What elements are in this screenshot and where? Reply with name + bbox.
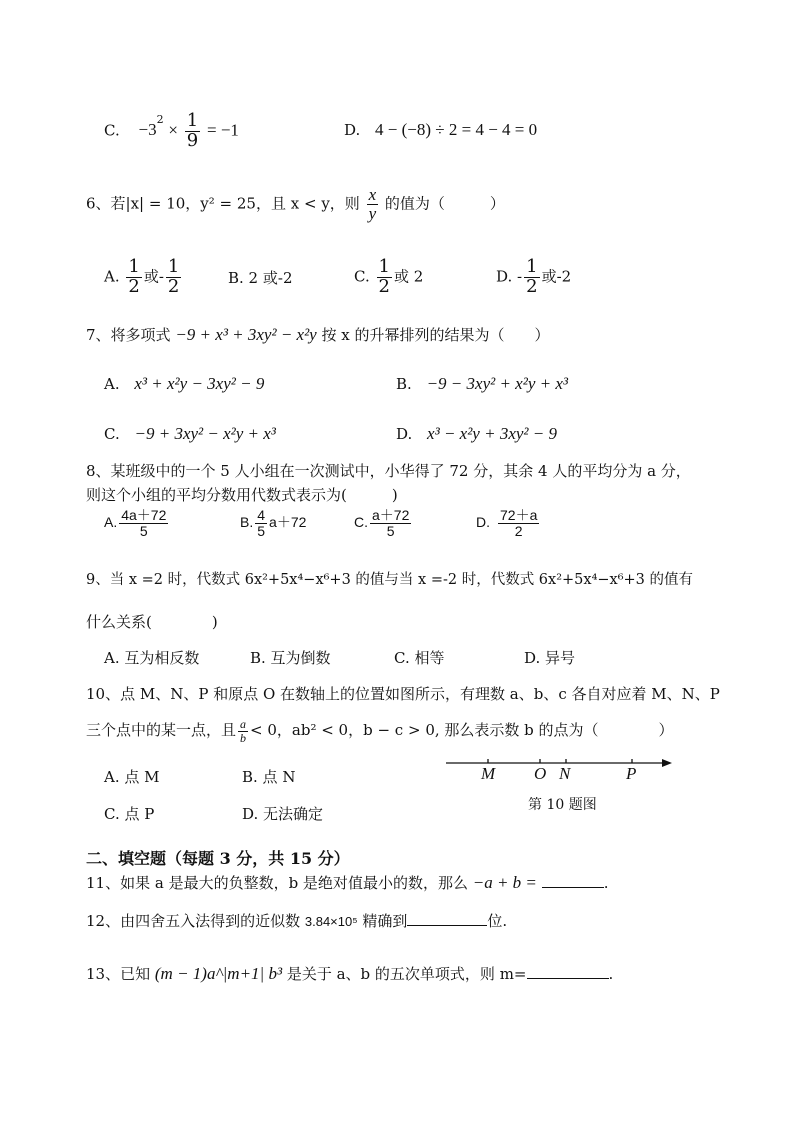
option-text: 或 2 <box>393 267 424 286</box>
fraction <box>370 508 411 538</box>
q9-option-a[interactable]: A. 互为相反数 <box>104 649 200 667</box>
frac-num: 4a＋72 <box>121 507 167 523</box>
answer-blank[interactable] <box>527 964 609 979</box>
question-text: 11、如果 a 是最大的负整数，b 是绝对值最小的数，那么 <box>86 874 468 892</box>
frac-den: 2 <box>128 275 140 297</box>
question-text: . <box>608 965 614 983</box>
q6-option-c[interactable] <box>354 258 423 297</box>
frac-num: a＋72 <box>372 507 410 523</box>
math-expr: x³ + x²y − 3xy² − 9 <box>134 374 265 393</box>
question-text: 的值为（ ） <box>384 194 505 213</box>
frac-den: 2 <box>167 275 180 297</box>
frac-num: 1 <box>186 110 199 131</box>
frac-den: 2 <box>378 275 390 297</box>
q6-stem <box>86 186 505 223</box>
frac-num: 1 <box>128 256 140 277</box>
q13 <box>86 963 613 984</box>
frac-den: y <box>368 203 377 223</box>
q8-stem-line1: 8、某班级中的一个 5 人小组在一次测试中，小华得了 72 分，其余 4 人的平均分为 a 分， <box>86 462 691 480</box>
math-expr: −9 − 3xy² + x²y + x³ <box>426 374 568 393</box>
question-text: 是关于 a、b 的五次单项式，则 m= <box>286 965 527 983</box>
option-label: C. <box>354 267 370 286</box>
axis-arrow-icon <box>662 759 672 767</box>
axis-label-p: P <box>626 764 637 783</box>
q10-stem-line1: 10、点 M、N、P 和原点 O 在数轴上的位置如图所示，有理数 a、b、c 各自对应着 M、N、P <box>86 685 720 703</box>
fraction <box>498 508 539 538</box>
fraction <box>166 258 181 297</box>
option-label: A. <box>104 267 120 286</box>
frac-den: 9 <box>186 129 199 151</box>
q7-option-a[interactable] <box>104 374 264 394</box>
q7-option-c[interactable] <box>104 424 276 444</box>
math-expr: −9 + x³ + 3xy² − x²y <box>175 325 317 344</box>
math-expr: x³ − x²y + 3xy² − 9 <box>427 424 557 443</box>
q6-option-d[interactable] <box>496 258 571 297</box>
frac-den: 2 <box>514 522 523 539</box>
q10-option-a[interactable]: A. 点 M <box>104 768 160 786</box>
q8-stem-line2: 则这个小组的平均分数用代数式表示为( ) <box>86 486 398 504</box>
question-text: 12、由四舍五入法得到的近似数 <box>86 912 301 930</box>
question-text: 三个点中的某一点，且 <box>86 721 237 740</box>
fraction <box>367 186 379 223</box>
fraction <box>126 258 141 297</box>
q9-stem-line2: 什么关系( ) <box>86 613 218 631</box>
frac-den: 5 <box>139 522 148 539</box>
fraction <box>119 508 168 538</box>
math-result: = −1 <box>206 120 239 140</box>
math-expr: −3 <box>138 120 157 140</box>
frac-num: x <box>368 185 377 204</box>
q9-option-c[interactable]: C. 相等 <box>394 649 445 667</box>
q9-option-b[interactable]: B. 互为倒数 <box>250 649 331 667</box>
frac-num: a <box>240 717 247 731</box>
q8-option-a[interactable] <box>104 508 170 538</box>
q7-option-b[interactable] <box>396 374 568 394</box>
frac-den: 5 <box>386 522 395 539</box>
axis-label-m: M <box>481 764 496 783</box>
frac-num: 1 <box>526 256 538 277</box>
math-expr: 4 − (−8) ÷ 2 = 4 − 4 = 0 <box>375 120 538 139</box>
option-label: D. - <box>496 267 523 286</box>
answer-blank[interactable] <box>542 873 604 888</box>
question-text: 6、若|x| = 10，y² = 25，且 x < y，则 <box>86 194 360 213</box>
q6-option-a[interactable] <box>104 258 183 297</box>
option-text: a＋72 <box>269 513 307 530</box>
frac-num: 1 <box>167 256 180 277</box>
q11 <box>86 872 608 893</box>
option-label: B. <box>396 375 412 393</box>
q10-option-c[interactable]: C. 点 P <box>104 805 155 823</box>
axis-label-n: N <box>559 764 571 783</box>
math-expr: 3.84×10⁵ <box>304 914 358 929</box>
q10-option-b[interactable]: B. 点 N <box>242 768 296 786</box>
frac-num: 4 <box>257 507 266 523</box>
q5-option-c[interactable]: C. $-3^2$ × $\frac{1}{9}$ = −1 <box>104 110 239 151</box>
q6-option-b[interactable]: B. 2 或-2 <box>228 269 293 287</box>
question-text: 13、已知 <box>86 965 151 983</box>
q10-option-d[interactable]: D. 无法确定 <box>242 805 324 823</box>
q8-option-c[interactable] <box>354 508 413 538</box>
q8-option-d[interactable] <box>476 508 541 538</box>
frac-den: b <box>240 730 247 745</box>
q10-stem-line2 <box>86 718 674 744</box>
fraction <box>185 112 200 151</box>
option-label: A. <box>104 513 118 530</box>
option-label: B. <box>240 513 254 530</box>
question-text: . <box>603 874 609 892</box>
fraction <box>524 258 539 297</box>
fraction <box>238 718 248 744</box>
option-label: C. <box>104 425 120 443</box>
option-text: 或- <box>143 267 164 286</box>
question-text: < 0，ab² < 0，b − c > 0, 那么表示数 b 的点为（ ） <box>250 721 674 740</box>
figure-caption: 第 10 题图 <box>528 797 597 813</box>
option-label: D. <box>476 513 490 530</box>
frac-num: 1 <box>378 256 390 277</box>
q8-option-b[interactable] <box>240 508 306 538</box>
math-expr: −9 + 3xy² − x²y + x³ <box>134 424 276 443</box>
option-label: C. <box>354 513 368 530</box>
q9-stem-line1: 9、当 x =2 时，代数式 6x²+5x⁴−x⁶+3 的值与当 x =-2 时，代数式 6x²+5x⁴−x⁶+3 的值有 <box>86 572 694 588</box>
frac-den: 5 <box>257 522 266 539</box>
math-op: × <box>168 120 178 140</box>
question-text: 7、将多项式 <box>86 326 171 344</box>
option-label: A. <box>104 375 120 393</box>
fraction <box>255 508 267 538</box>
math-expr: (m − 1)a^|m+1| b³ <box>154 964 283 983</box>
option-label: C. <box>104 121 120 140</box>
answer-blank[interactable] <box>407 911 487 926</box>
axis-label-o: O <box>534 764 547 783</box>
frac-den: 2 <box>526 275 538 297</box>
q7-stem <box>86 324 550 345</box>
section-heading: 二、填空题（每题 3 分，共 15 分） <box>86 849 350 868</box>
q5-option-d[interactable] <box>344 120 537 140</box>
question-text: 按 x 的升幂排列的结果为（ ） <box>321 326 550 344</box>
option-label: D. <box>344 121 361 139</box>
q9-option-d[interactable]: D. 异号 <box>524 649 576 667</box>
frac-num: 72＋a <box>500 507 538 523</box>
option-text: 或-2 <box>541 267 572 286</box>
fraction <box>377 258 392 297</box>
math-expr: −a + b = <box>472 873 537 892</box>
option-label: D. <box>396 425 413 443</box>
q7-option-d[interactable] <box>396 424 557 444</box>
q12 <box>86 910 507 931</box>
question-text: 位. <box>487 912 508 930</box>
question-text: 精确到 <box>362 912 408 930</box>
